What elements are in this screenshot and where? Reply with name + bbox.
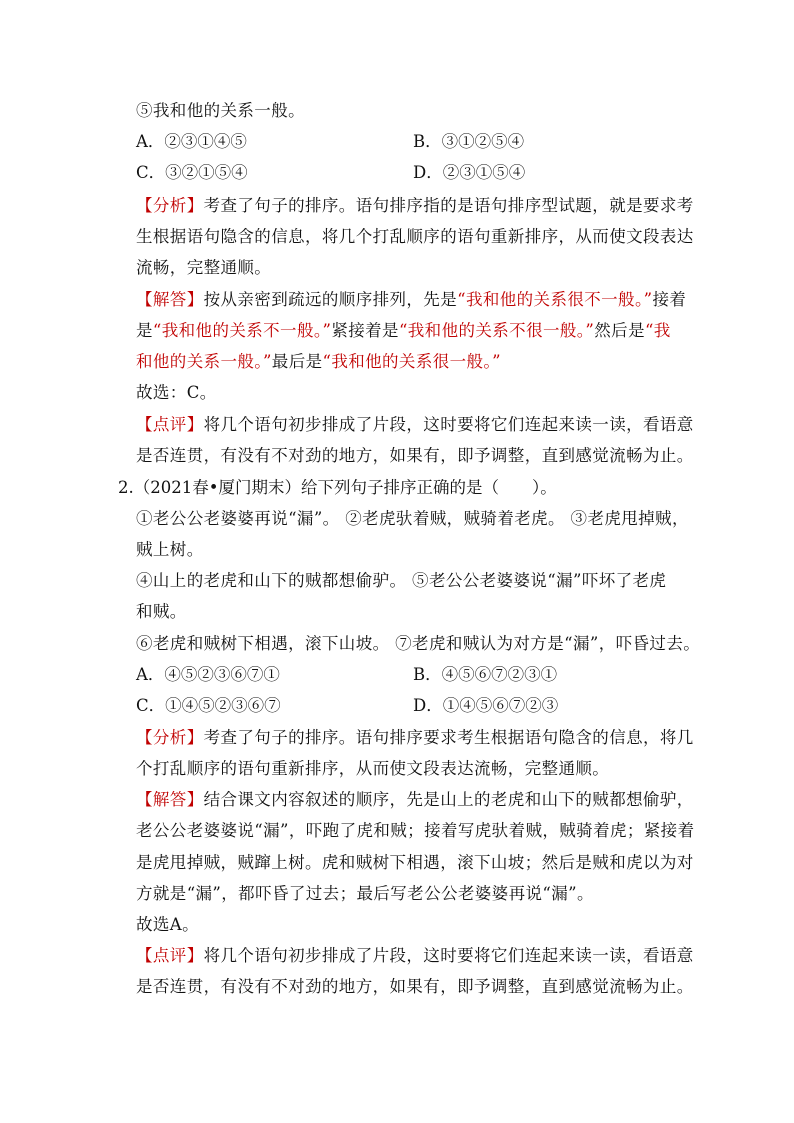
comment-tag: 【点评】 [136,946,204,965]
q2-sentence-line-3: ④山上的老虎和山下的贼都想偷驴。 ⑤老公公老婆婆说“漏”吓坏了老虎 [136,571,667,590]
q1-option-b: B．③①②⑤④ [413,132,525,151]
q1-answer-line-2: 是“我和他的关系不一般。”紧接着是“我和他的关系不很一般。”然后是“我 [136,321,671,340]
comment-tag: 【点评】 [136,415,204,434]
answer-tag: 【解答】 [136,290,204,309]
q2-answer-line-1: 【解答】结合课文内容叙述的顺序，先是山上的老虎和山下的贼都想偷驴， [136,790,694,809]
item-5: ⑤我和他的关系一般。 [136,101,305,120]
q1-comment-line-2: 是否连贯，有没有不对劲的地方，如果有，即予调整，直到感觉流畅为止。 [136,446,694,465]
q2-comment-line-1: 【点评】将几个语句初步排成了片段，这时要将它们连起来读一读，看语意 [136,946,694,965]
q2-stem: 2.（2021春•厦门期末）给下列句子排序正确的是（ ）。 [118,478,557,497]
q2-sentence-line-4: 和贼。 [136,602,187,621]
q1-option-c: C．③②①⑤④ [136,163,248,182]
analysis-tag: 【分析】 [136,196,204,215]
q2-option-a: A．④⑤②③⑥⑦① [136,665,280,684]
q2-choice: 故选A。 [136,915,200,934]
answer-tag: 【解答】 [136,790,204,809]
q2-sentence-line-1: ①老公公老婆婆再说“漏”。 ②老虎驮着贼，贼骑着老虎。 ③老虎甩掉贼， [136,509,689,528]
q2-answer-line-4: 方就是“漏”，都吓昏了过去；最后写老公公老婆婆再说“漏”。 [136,884,594,903]
q2-option-c: C．①④⑤②③⑥⑦ [136,696,281,715]
q2-comment-line-2: 是否连贯，有没有不对劲的地方，如果有，即予调整，直到感觉流畅为止。 [136,977,694,996]
q1-analysis-line-3: 流畅，完整通顺。 [136,258,272,277]
q2-analysis-line-1: 【分析】考查了句子的排序。语句排序要求考生根据语句隐含的信息，将几 [136,728,694,747]
q1-option-a: A．②③①④⑤ [136,132,247,151]
q1-choice: 故选：C。 [136,383,217,402]
q2-option-b: B．④⑤⑥⑦②③① [413,665,558,684]
analysis-tag: 【分析】 [136,728,204,747]
q2-analysis-line-2: 个打乱顺序的语句重新排序，从而使文段表达流畅，完整通顺。 [136,759,610,778]
q2-answer-line-3: 是虎甩掉贼，贼蹿上树。虎和贼树下相遇，滚下山坡；然后是贼和虎以为对 [136,853,694,872]
q2-answer-line-2: 老公公老婆婆说“漏”，吓跑了虎和贼；接着写虎驮着贼，贼骑着虎；紧接着 [136,821,695,840]
q1-comment-line-1: 【点评】将几个语句初步排成了片段，这时要将它们连起来读一读，看语意 [136,415,694,434]
q2-sentence-line-2: 贼上树。 [136,540,204,559]
q1-answer-line-1: 【解答】按从亲密到疏远的顺序排列，先是“我和他的关系很不一般。”接着 [136,290,687,309]
q2-option-d: D．①④⑤⑥⑦②③ [413,696,559,715]
q1-analysis-line-2: 生根据语句隐含的信息，将几个打乱顺序的语句重新排序，从而使文段表达 [136,227,694,246]
q1-option-d: D．②③①⑤④ [413,163,526,182]
q1-analysis-line-1: 【分析】考查了句子的排序。语句排序指的是语句排序型试题，就是要求考 [136,196,694,215]
q1-answer-line-3: 和他的关系一般。”最后是“我和他的关系很一般。” [136,352,501,371]
q2-sentence-line-5: ⑥老虎和贼树下相遇，滚下山坡。 ⑦老虎和贼认为对方是“漏”，吓昏过去。 [136,634,701,653]
